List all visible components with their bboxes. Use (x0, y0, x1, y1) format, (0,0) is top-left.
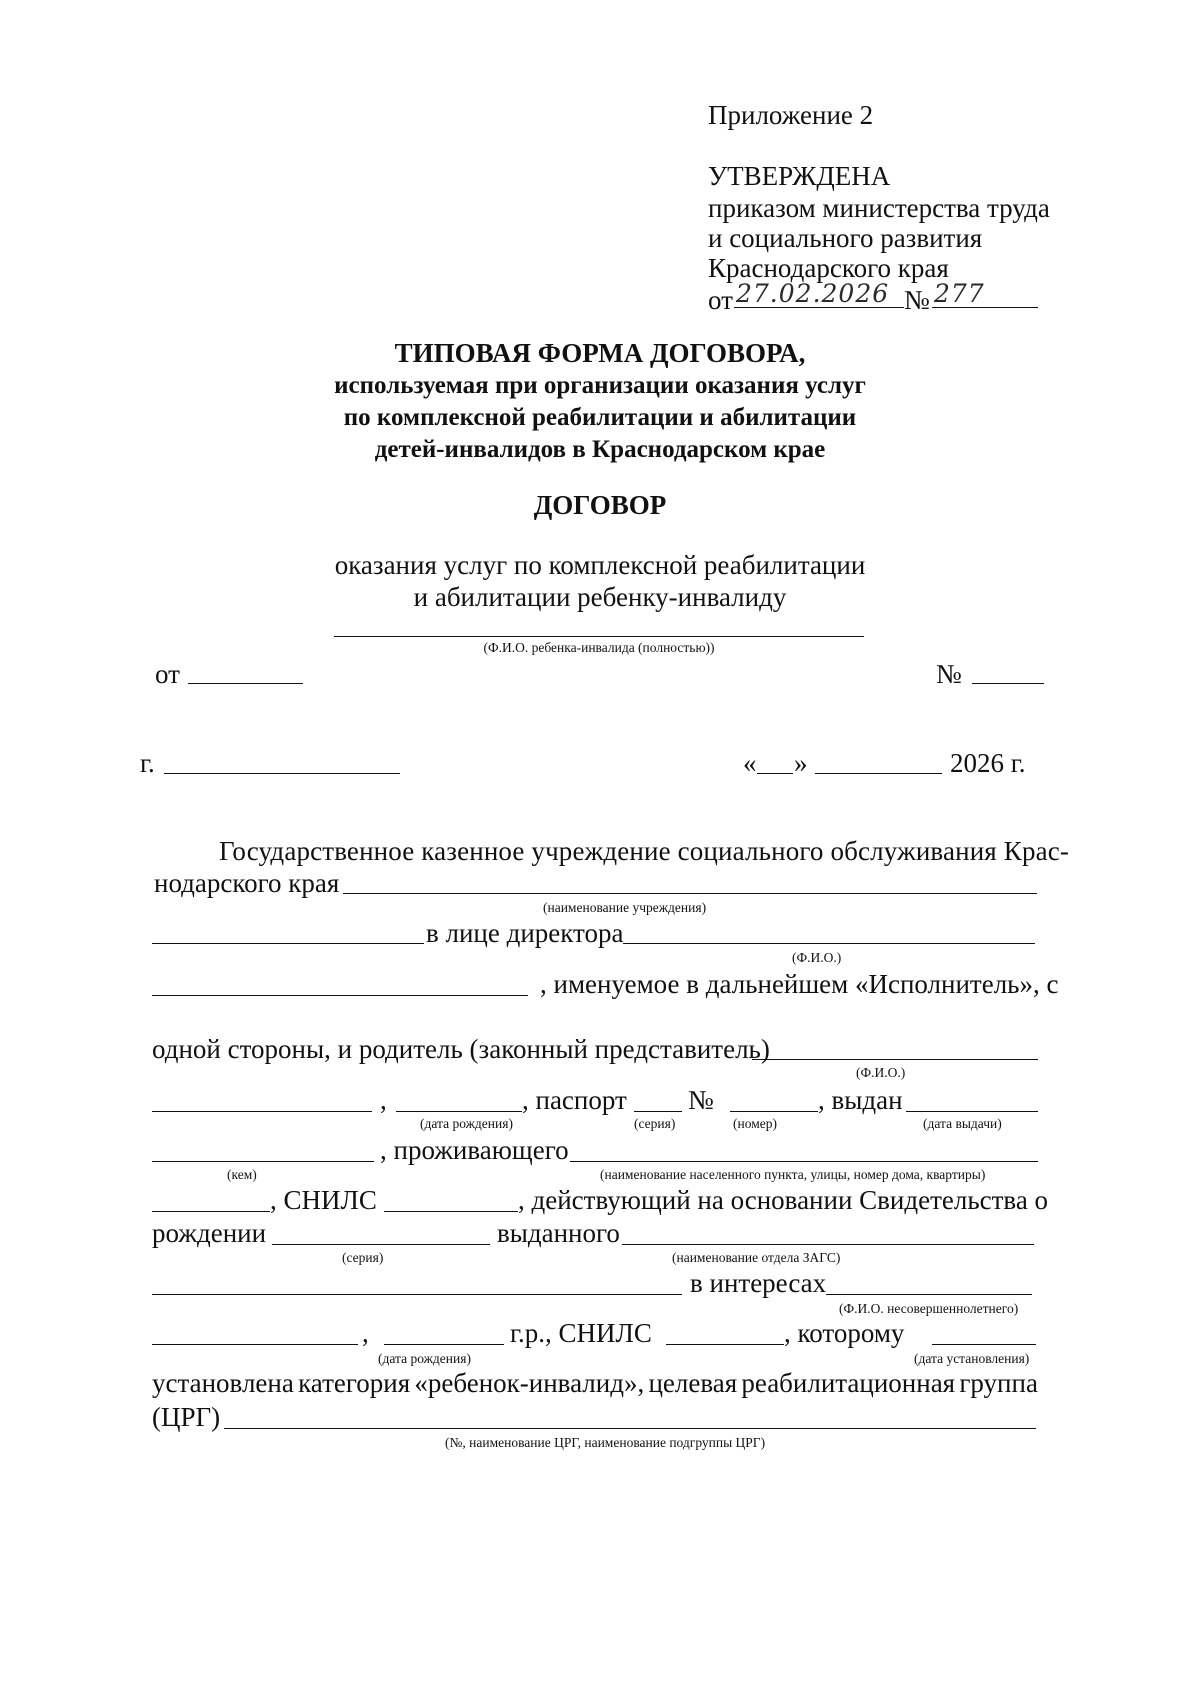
passport-label: , паспорт (522, 1085, 627, 1115)
minor-fio-line (826, 1294, 1032, 1295)
paragraph-line-1: Государственное казенное учреждение социального обслуживания Крас- (219, 836, 1069, 866)
contract-from-label: от (155, 659, 180, 689)
birth-label: рождении (152, 1218, 267, 1248)
category-word: категория (298, 1368, 411, 1398)
director-fio-line (623, 943, 1035, 944)
certificate-series-caption: (серия) (342, 1250, 384, 1265)
director-fio-caption: (Ф.И.О.) (792, 950, 842, 965)
acting-text: , действующий на основании Свидетельства о (518, 1185, 1049, 1215)
passport-number-line (730, 1111, 818, 1112)
institution-line (343, 893, 1037, 894)
quote-open: « (743, 748, 757, 778)
approval-line-1: приказом министерства труда (708, 193, 1050, 223)
set-date-caption: (дата установления) (914, 1351, 1030, 1366)
contract-desc-2: и абилитации ребенку-инвалиду (413, 582, 787, 612)
contract-heading: ДОГОВОР (533, 490, 667, 520)
passport-number-label: № (688, 1085, 714, 1115)
minor-birthdate-caption: (дата рождения) (378, 1351, 471, 1366)
approval-line-2: и социального развития (708, 223, 983, 253)
approval-line-3: Краснодарского края (708, 253, 949, 283)
month-line (815, 773, 942, 774)
minor-fio-caption: (Ф.И.О. несовершеннолетнего) (839, 1301, 1019, 1316)
address-caption: (наименование населенного пункта, улицы, номер дома, квартиры) (600, 1167, 986, 1182)
series-caption: (серия) (634, 1116, 676, 1131)
form-subtitle-3: детей-инвалидов в Краснодарском крае (374, 436, 826, 463)
zags-cont-line (152, 1294, 682, 1295)
approval-number-handwritten: 277 (934, 279, 985, 308)
approved-label: УТВЕРЖДЕНА (708, 161, 891, 191)
paragraph-line-2: нодарского края (154, 868, 340, 898)
issued-by-caption: (кем) (227, 1167, 257, 1182)
year-label: 2026 г. (950, 748, 1026, 778)
category-word: установлена (152, 1368, 294, 1398)
approval-number-line (932, 307, 1038, 308)
appendix-label: Приложение 2 (708, 100, 874, 130)
category-word: целевая (648, 1368, 738, 1398)
comma-2: , (362, 1318, 369, 1348)
crg-caption: (№, наименование ЦРГ, наименование подгруппы ЦРГ) (445, 1435, 766, 1450)
issued2-label: выданного (497, 1218, 620, 1248)
issued-line (906, 1111, 1038, 1112)
institution-caption: (наименование учреждения) (543, 900, 707, 915)
certificate-series-line (272, 1244, 490, 1245)
zags-line (622, 1244, 1034, 1245)
interests-label: в интересах (690, 1268, 827, 1298)
approval-from-label: от (708, 285, 733, 315)
minor-snils-line (666, 1344, 784, 1345)
executor-line (152, 995, 528, 996)
set-date-line (932, 1344, 1036, 1345)
approval-date-handwritten: 27.02.2026 (736, 279, 890, 308)
approval-number-label: № (904, 285, 930, 315)
crg-label: (ЦРГ) (152, 1402, 221, 1432)
gr-snils-label: г.р., СНИЛС (510, 1318, 652, 1348)
crg-line (224, 1428, 1036, 1429)
parent-text: одной стороны, и родитель (законный представитель) (152, 1034, 770, 1064)
issued-label: , выдан (818, 1085, 903, 1115)
birthdate-caption: (дата рождения) (420, 1116, 513, 1131)
director-prefix-line (152, 943, 424, 944)
director-label: в лице директора (426, 918, 624, 948)
contract-number-label: № (936, 659, 962, 689)
quote-close: » (794, 748, 808, 778)
parent-fio-caption: (Ф.И.О.) (856, 1065, 906, 1080)
form-subtitle-2: по комплексной реабилитации и абилитации (343, 404, 857, 431)
approval-date-line (734, 307, 904, 308)
child-fio-caption: (Ф.И.О. ребенка-инвалида (полностью)) (483, 640, 715, 655)
address-line (570, 1161, 1038, 1162)
minor-fio-cont-line (152, 1344, 358, 1345)
parent-fio-line (752, 1059, 1038, 1060)
city-line (164, 773, 400, 774)
category-word: реабилитационная (741, 1368, 956, 1398)
snils-line (384, 1211, 518, 1212)
form-title: ТИПОВАЯ ФОРМА ДОГОВОРА, (394, 338, 806, 368)
executor-text: , именуемое в дальнейшем «Исполнитель», с (540, 969, 1059, 999)
contract-date-line (188, 683, 303, 684)
zags-caption: (наименование отдела ЗАГС) (672, 1250, 841, 1265)
contract-number-line (972, 683, 1044, 684)
issued-by-line (152, 1161, 374, 1162)
number-caption: (номер) (733, 1116, 777, 1131)
residing-label: , проживающего (380, 1135, 569, 1165)
contract-desc-1: оказания услуг по комплексной реабилитации (334, 550, 866, 580)
minor-birthdate-line (384, 1344, 504, 1345)
day-line (757, 773, 793, 774)
parent-extra-line (152, 1111, 372, 1112)
city-label: г. (140, 748, 155, 778)
birthdate-line (396, 1111, 522, 1112)
passport-series-line (634, 1111, 682, 1112)
category-word: группа (959, 1368, 1038, 1398)
issue-date-caption: (дата выдачи) (923, 1116, 1002, 1131)
child-fio-line (334, 636, 864, 637)
whom-label: , которому (784, 1318, 905, 1348)
comma-1: , (380, 1085, 387, 1115)
form-subtitle-1: используемая при организации оказания услуг (334, 372, 866, 399)
address-cont-line (152, 1211, 270, 1212)
snils-label: , СНИЛС (270, 1185, 377, 1215)
category-line (152, 1370, 1038, 1397)
category-word: «ребенок-инвалид», (414, 1368, 645, 1398)
